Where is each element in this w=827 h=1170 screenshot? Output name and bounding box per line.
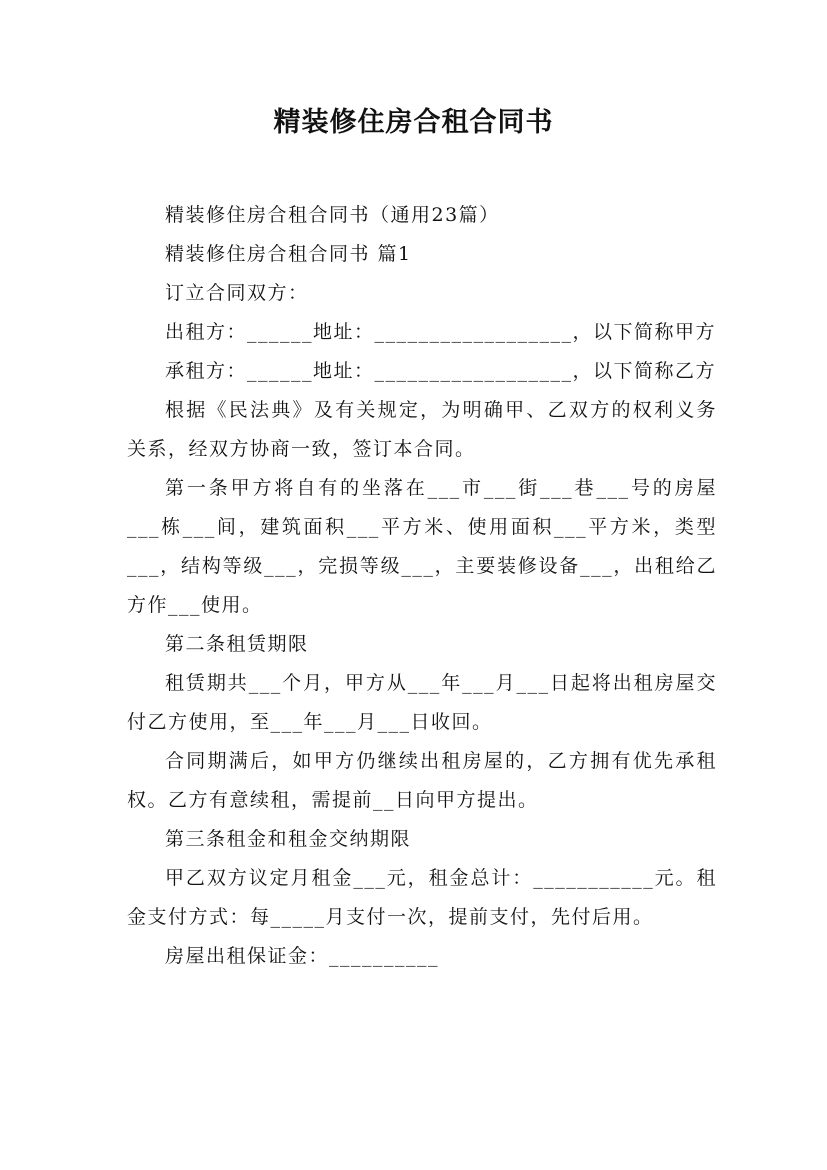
document-body: [127, 196, 717, 976]
paragraph-lessor: 出租方：______地址：__________________，以下简称甲方: [165, 321, 717, 343]
paragraph-lessee: 承租方：______地址：__________________，以下简称乙方: [165, 360, 717, 382]
paragraph-basis: 根据《民法典》及有关规定，为明确甲、乙双方的权利义务关系，经双方协商一致，签订本合同。: [127, 399, 717, 460]
paragraph-parties: 订立合同双方：: [165, 282, 309, 304]
paragraph-lease-term: 租赁期共___个月，甲方从___年___月___日起将出租房屋交付乙方使用，至___年___月___日收回。: [127, 672, 717, 733]
paragraph-article-2-heading: 第二条租赁期限: [165, 633, 309, 655]
paragraph-article-3-heading: 第三条租金和租金交纳期限: [165, 828, 412, 850]
paragraph-deposit: 房屋出租保证金：__________: [165, 945, 440, 967]
paragraph-renewal: 合同期满后，如甲方仍继续出租房屋的，乙方拥有优先承租权。乙方有意续租，需提前__日向甲方提出。: [127, 750, 717, 811]
paragraph-section-title: 精装修住房合租合同书 篇1: [165, 243, 412, 265]
paragraph-article-1: 第一条甲方将自有的坐落在___市___街___巷___号的房屋___栋___间，建筑面积___平方米、使用面积___平方米，类型___，结构等级___，完损等级___，主要装修设备___，出租给乙方作___使用。: [127, 477, 717, 616]
document-title: 精装修住房合租合同书: [273, 107, 554, 138]
paragraph-heading: 精装修住房合租合同书（通用23篇）: [165, 204, 500, 226]
paragraph-rent: 甲乙双方议定月租金___元，租金总计：___________元。租金支付方式：每_____月支付一次，提前支付，先付后用。: [127, 867, 717, 928]
